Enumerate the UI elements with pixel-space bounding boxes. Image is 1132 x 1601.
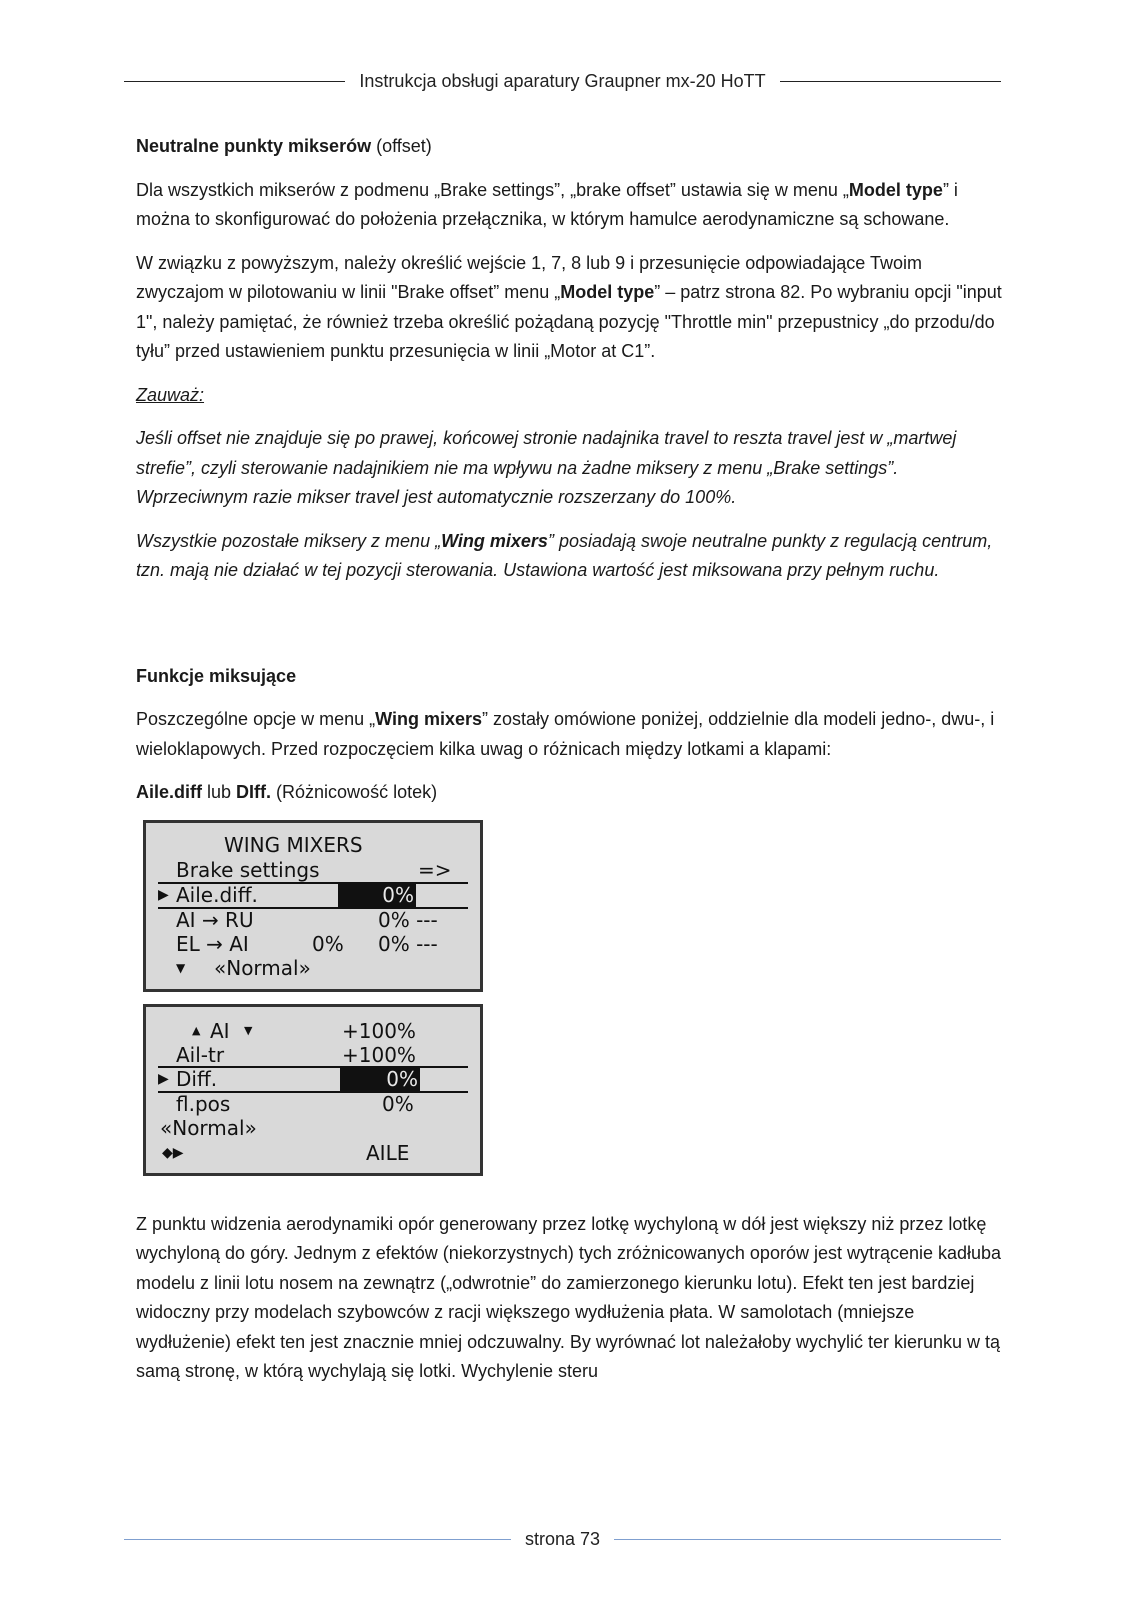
lcd-cursor-icon: ▶ (158, 886, 169, 903)
lcd-phase-normal: «Normal» (214, 955, 311, 980)
header-rule-right (780, 81, 1001, 82)
page-number: strona 73 (524, 1528, 601, 1549)
header-rule-left (124, 81, 345, 82)
paragraph: W związku z powyższym, należy określić wejście 1, 7, 8 lub 9 i przesunięcie odpowiadające Twoim zwyczajom w pilotowaniu w linii "Brake offset” menu „Model type” – patrz strona 82. Po wybraniu opcji "input 1", należy pamiętać, że również trzeba określić pożądaną pozycję "Throttle min" przepustnicy „do przodu/do tyłu” przed ustawieniem punktu przesunięcia w linii „Motor at C1”. (136, 252, 1002, 361)
page-content (136, 132, 1006, 1401)
lcd-menu-ai-ru: AI → RU (176, 907, 254, 932)
footer-rule-right (614, 1539, 1001, 1540)
paragraph: Poszczególne opcje w menu „Wing mixers” zostały omówione poniżej, oddzielnie dla modeli jedno-, dwu-, i wieloklapowych. Przed rozpoczęciem kilka uwag o różnicach między lotkami a klapami: (136, 709, 995, 759)
lcd-flpos-label: fl.pos (176, 1091, 231, 1116)
paragraph: Dla wszystkich mikserów z podmenu „Brake settings”, „brake offset” ustawia się w menu „Model type” i można to skonfigurować do położenia przełącznika, w którym hamulce aerodynamiczne są schowane. (136, 179, 958, 229)
lcd-ai-label: AI (210, 1018, 230, 1043)
lcd-ai-value: +100% (342, 1018, 416, 1043)
lcd-aile-diff-value: 0% (338, 883, 416, 907)
lcd-updown-right-icon: ◆▶ (162, 1144, 184, 1161)
lcd-menu-el-ai: EL → AI (176, 931, 249, 956)
lcd-aile-label: AILE (366, 1140, 410, 1165)
lcd-phase-normal: «Normal» (160, 1115, 257, 1140)
note-label: Zauważ: (136, 384, 205, 405)
lcd-cursor-icon: ▶ (158, 1070, 169, 1087)
section-heading-offset: Neutralne punkty mikserów (offset) (136, 136, 432, 156)
note-paragraph: Wszystkie pozostałe miksery z menu „Wing mixers” posiadają swoje neutralne punkty z regulacją centrum, tzn. mają nie działać w tej pozycji sterowania. Ustawiona wartość jest miksowana przy pełnym ruchu. (136, 530, 993, 580)
lcd-diff-label: Diff. (176, 1066, 218, 1091)
lcd-aileron-screen (143, 1004, 483, 1176)
note-paragraph: Jeśli offset nie znajduje się po prawej, końcowej stronie nadajnika travel to reszta travel jest w „martwej strefie”, czyli sterowanie nadajnikiem nie ma wpływu na żadne miksery z menu „Brake settings”. Wprzeciwnym razie mikser travel jest automatycznie rozszerzany do 100%. (136, 428, 957, 507)
lcd-flpos-value: 0% (382, 1091, 414, 1116)
lcd-menu-aile-diff: Aile.diff. (176, 882, 258, 907)
lcd-ai-ru-value: 0% --- (378, 907, 438, 932)
page-header (124, 66, 1001, 96)
lcd-submenu-arrow: => (418, 857, 452, 882)
section-heading-mixing: Funkcje miksujące (136, 665, 297, 686)
lcd-wing-mixers-screen (143, 820, 483, 992)
lcd-el-ai-value: 0% --- (378, 931, 438, 956)
lcd-scroll-up-icon: ▲ (192, 1023, 201, 1037)
lcd-ail-tr-value: +100% (342, 1042, 416, 1067)
paragraph: Z punktu widzenia aerodynamiki opór generowany przez lotkę wychyloną w dół jest większy niż przez lotkę wychyloną do góry. Jednym z efektów (niekorzystnych) tych zróżnicowanych oporów jest wytrącenie kadłuba modelu z linii lotu nosem na zewnątrz („odwrotnie” do zamierzonego kierunku lotu). Efekt ten jest bardziej widoczny przy modelach szybowców z racji większego wydłużenia płata. W samolotach (mniejsze wydłużenie) efekt ten jest znacznie mniej odczuwalny. By wyrównać lot należałoby wychylić ter kierunku w tą samą stronę, w którą wychylają się lotki. Wychylenie steru (136, 1213, 1002, 1381)
lcd-el-ai-mid-value: 0% (312, 931, 344, 956)
lcd-scroll-down-icon: ▼ (176, 960, 186, 975)
lcd-scroll-down-icon: ▼ (244, 1023, 253, 1037)
page-footer (124, 1524, 1001, 1554)
footer-rule-left (124, 1539, 511, 1540)
header-title: Instrukcja obsługi aparatury Graupner mx-20 HoTT (359, 70, 766, 91)
subheading-aile-diff: Aile.diff lub DIff. (Różnicowość lotek) (136, 782, 438, 802)
lcd-title: WING MIXERS (224, 832, 363, 857)
lcd-menu-brake-settings: Brake settings (176, 857, 320, 882)
lcd-ail-tr-label: Ail-tr (176, 1042, 225, 1067)
lcd-diff-value: 0% (340, 1067, 420, 1091)
